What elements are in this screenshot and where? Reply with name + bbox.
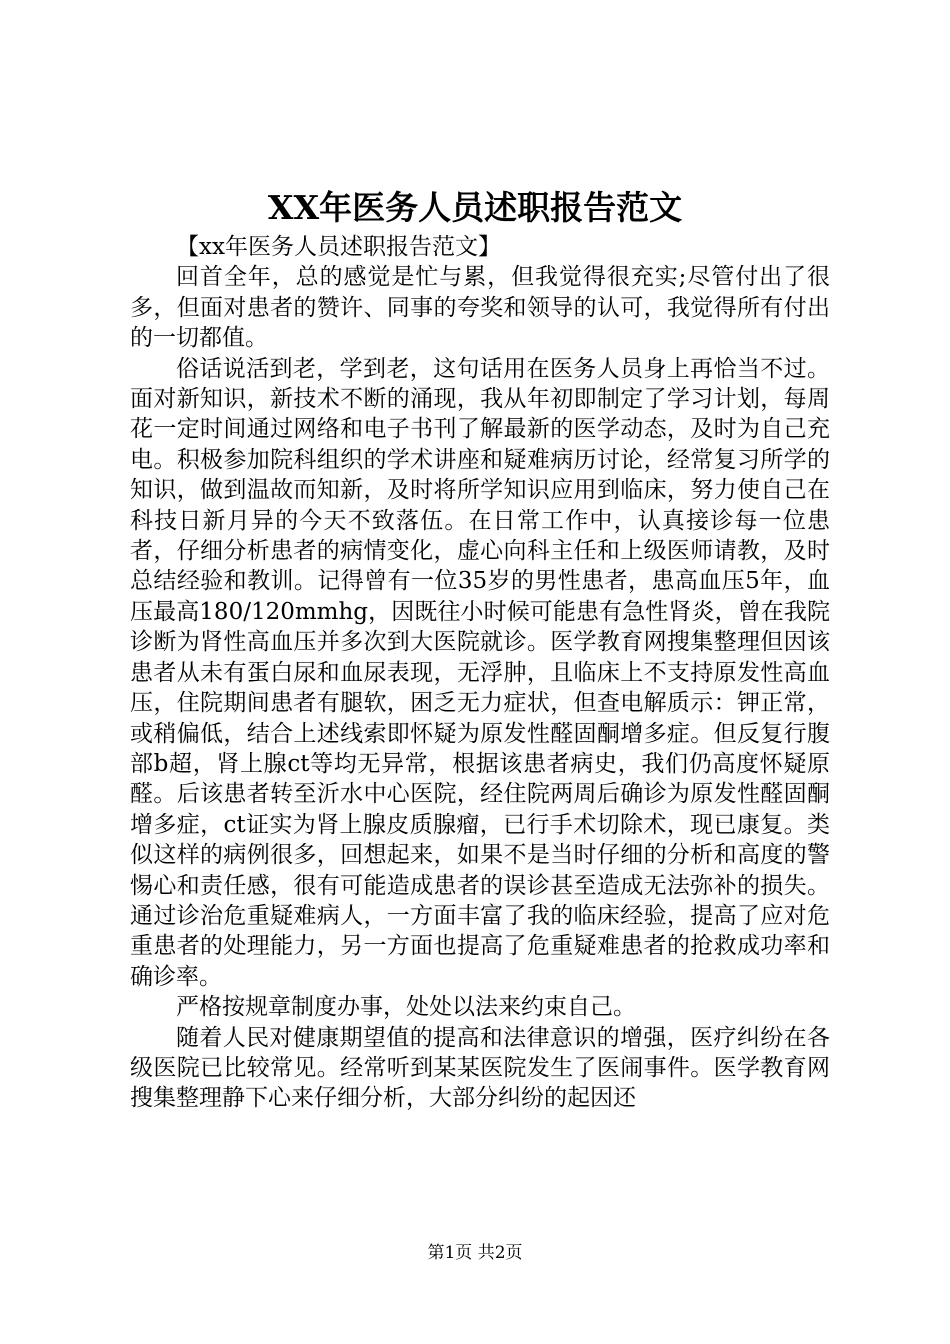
paragraph-learning: 俗话说活到老，学到老，这句话用在医务人员身上再恰当不过。面对新知识，新技术不断的涌现，我从年初即制定了学习计划，每周花一定时间通过网络和电子书刊了解最新的医学动态，及时为自己充电。积极参加院科组织的学术讲座和疑难病历讨论，经常复习所学的知识，做到温故而知新，及时将所学知识应用到临床，努力使自己在科技日新月异的今天不致落伍。在日常工作中，认真接诊每一位患者，仔细分析患者的病情变化，虚心向科主任和上级医师请教，及时总结经验和教训。记得曾有一位35岁的男性患者，患高血压5年，血压最高180/120mmhg，因既往小时候可能患有急性肾炎，曾在我院诊断为肾性高血压并多次到大医院就诊。医学教育网搜集整理但因该患者从未有蛋白尿和血尿表现，无浮肿，且临床上不支持原发性高血压，住院期间患者有腿软，困乏无力症状，但查电解质示：钾正常，或稍偏低，结合上述线索即怀疑为原发性醛固酮增多症。但反复行腹部b超，肾上腺ct等均无异常，根据该患者病史，我们仍高度怀疑原醛。后该患者转至沂水中心医院，经住院两周后确诊为原发性醛固酮增多症，ct证实为肾上腺皮质腺瘤，已行手术切除术，现已康复。类似这样的病例很多，回想起来，如果不是当时仔细的分析和高度的警惕心和责任感，很有可能造成患者的误诊甚至造成无法弥补的损失。通过诊治危重疑难病人，一方面丰富了我的临床经验，提高了应对危重患者的处理能力，另一方面也提高了危重疑难患者的抢救成功率和确诊率。 — [130, 355, 830, 990]
document-body — [130, 232, 830, 1114]
page-total: 共2页 — [477, 1243, 523, 1263]
paragraph-intro: 回首全年，总的感觉是忙与累，但我觉得很充实;尽管付出了很多，但面对患者的赞许、同事的夸奖和领导的认可，我觉得所有付出的一切都值。 — [130, 264, 830, 352]
page-number: 第1页 — [427, 1243, 473, 1263]
document-title: XX年医务人员述职报告范文 — [267, 188, 683, 227]
page-footer — [0, 1241, 950, 1265]
paragraph-rules: 严格按规章制度办事，处处以法来约束自己。 — [176, 994, 636, 1021]
paragraph-heading-bracket: 【xx年医务人员述职报告范文】 — [176, 234, 501, 260]
paragraph-disputes: 随着人民对健康期望值的提高和法律意识的增强，医疗纠纷在各级医院已比较常见。经常听到某某医院发生了医闹事件。医学教育网搜集整理静下心来仔细分析，大部分纠纷的起因还 — [130, 1024, 830, 1112]
